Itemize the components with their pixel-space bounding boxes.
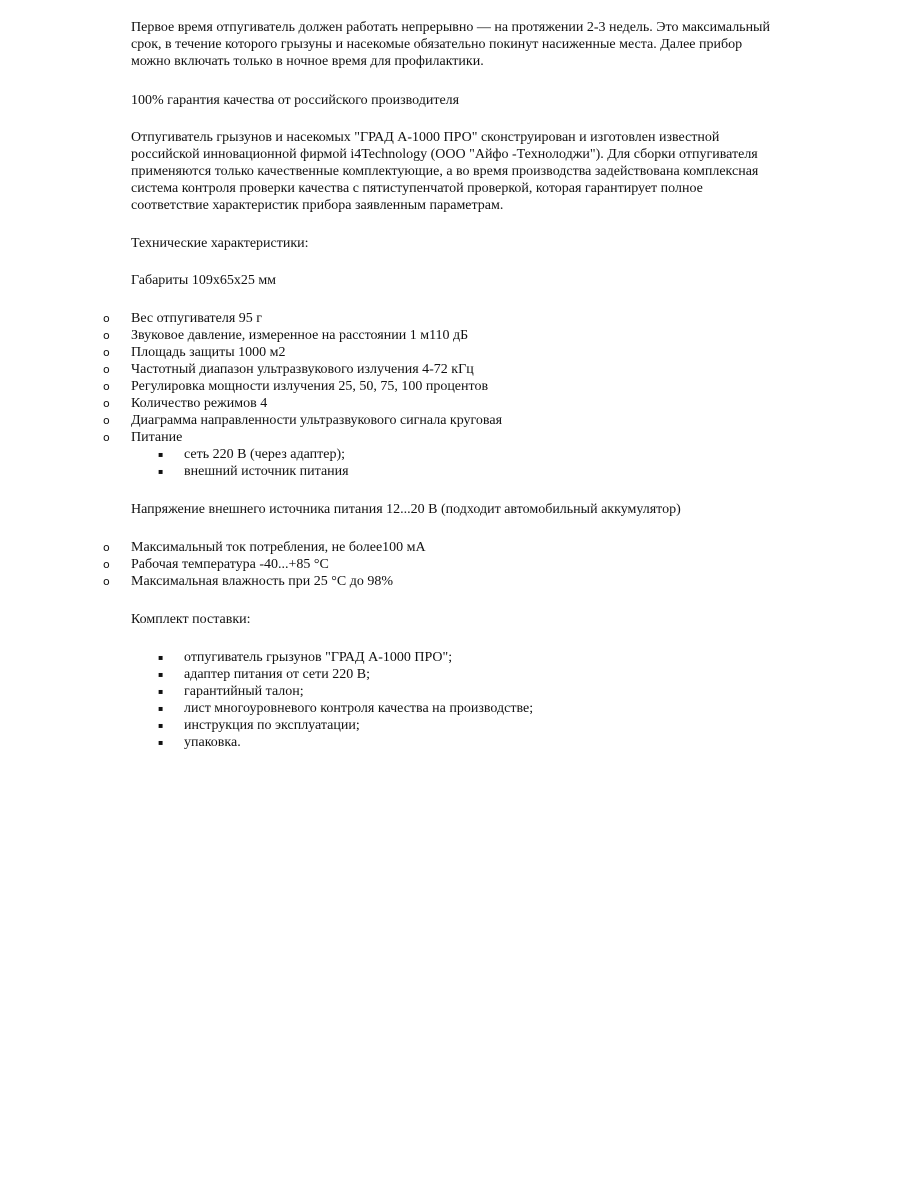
square-bullet-icon: ▪: [158, 738, 164, 747]
square-bullet-icon: ▪: [158, 704, 164, 713]
circle-bullet-icon: o: [103, 312, 110, 325]
list-item-text: Площадь защиты 1000 м2: [131, 345, 286, 360]
list-item-text: лист многоуровневого контроля качества на производстве;: [184, 701, 534, 716]
circle-bullet-icon: o: [103, 346, 110, 359]
text-line: соответствие характеристик прибора заявленным параметрам.: [131, 198, 504, 213]
heading-text: Комплект поставки:: [131, 612, 251, 627]
list-item-text: гарантийный талон;: [184, 684, 304, 699]
circle-bullet-icon: o: [103, 329, 110, 342]
intro-paragraph: [131, 19, 831, 70]
list-item-text: Вес отпугивателя 95 г: [131, 311, 263, 326]
about-paragraph: [131, 129, 831, 214]
circle-bullet-icon: o: [103, 558, 110, 571]
text-line: Отпугиватель грызунов и насекомых "ГРАД А-1000 ПРО" сконструирован и изготовлен известной: [131, 130, 720, 145]
dimensions-text: Габариты 109х65х25 мм: [131, 273, 277, 288]
list-item-text: Частотный диапазон ультразвукового излучения 4-72 кГц: [131, 362, 474, 377]
list-item-text: сеть 220 В (через адаптер);: [184, 447, 346, 462]
text-line: 100% гарантия качества от российского производителя: [131, 93, 460, 108]
text-line: можно включать только в ночное время для профилактики.: [131, 54, 484, 69]
list-item-text: Количество режимов 4: [131, 396, 268, 411]
text-line: система контроля проверки качества с пятиступенчатой проверкой, которая гарантирует полное: [131, 181, 703, 196]
circle-bullet-icon: o: [103, 397, 110, 410]
list-item-text: Рабочая температура -40...+85 °С: [131, 557, 329, 572]
list-item-text: инструкция по эксплуатации;: [184, 718, 360, 733]
square-bullet-icon: ▪: [158, 721, 164, 730]
square-bullet-icon: ▪: [158, 670, 164, 679]
circle-bullet-icon: o: [103, 431, 110, 444]
circle-bullet-icon: o: [103, 541, 110, 554]
square-bullet-icon: ▪: [158, 653, 164, 662]
list-item-text: отпугиватель грызунов "ГРАД А-1000 ПРО";: [184, 650, 453, 665]
text-line: Первое время отпугиватель должен работать непрерывно — на протяжении 2-3 недель. Это максимальный: [131, 20, 770, 35]
circle-bullet-icon: o: [103, 363, 110, 376]
package-heading: [131, 611, 831, 628]
voltage-text: Напряжение внешнего источника питания 12...20 В (подходит автомобильный аккумулятор): [131, 502, 681, 517]
voltage-note: [131, 501, 831, 518]
circle-bullet-icon: o: [103, 380, 110, 393]
square-bullet-icon: ▪: [158, 450, 164, 459]
heading-text: Технические характеристики:: [131, 236, 309, 251]
list-item-text: Максимальная влажность при 25 °С до 98%: [131, 574, 394, 589]
circle-bullet-icon: o: [103, 575, 110, 588]
text-line: применяются только качественные комплектующие, а во время производства задействована комплексная: [131, 164, 759, 179]
text-line: российской инновационной фирмой i4Technology (ООО "Айфо -Технолоджи"). Для сборки отпугивателя: [131, 147, 758, 162]
list-item-text: упаковка.: [184, 735, 241, 750]
list-item-text: Регулировка мощности излучения 25, 50, 75, 100 процентов: [131, 379, 489, 394]
list-item-text: Звуковое давление, измеренное на расстоянии 1 м110 дБ: [131, 328, 469, 343]
dimensions-line: [131, 272, 831, 289]
list-item-text: внешний источник питания: [184, 464, 349, 479]
list-item-text: Максимальный ток потребления, не более100 мА: [131, 540, 426, 555]
list-item-text: Диаграмма направленности ультразвукового сигнала круговая: [131, 413, 503, 428]
guarantee-paragraph: [131, 92, 831, 109]
list-item-text: адаптер питания от сети 220 В;: [184, 667, 370, 682]
list-item-text: Питание: [131, 430, 183, 445]
circle-bullet-icon: o: [103, 414, 110, 427]
square-bullet-icon: ▪: [158, 467, 164, 476]
text-line: срок, в течение которого грызуны и насекомые обязательно покинут насиженные места. Далее прибор: [131, 37, 743, 52]
square-bullet-icon: ▪: [158, 687, 164, 696]
specs-heading: [131, 235, 831, 252]
